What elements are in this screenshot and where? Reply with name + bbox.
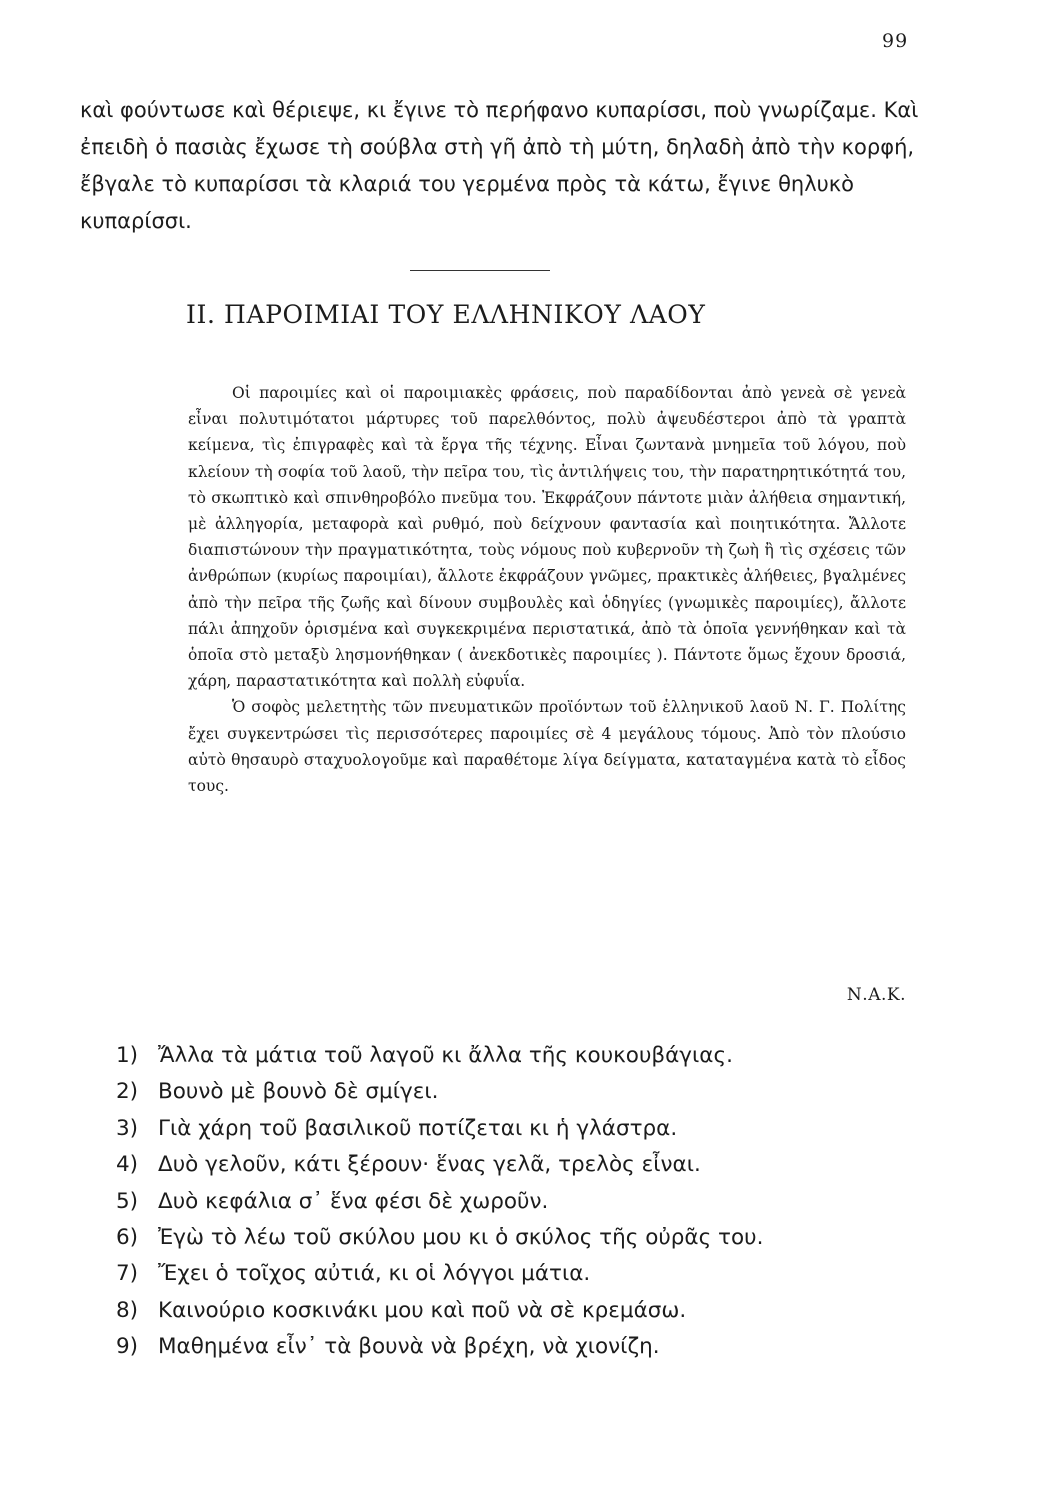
proverb-number: 7) (116, 1261, 139, 1287)
proverb-text: Ἄλλα τὰ μάτια τοῦ λαγοῦ κι ἄλλα τῆς κουκουβάγιας. (158, 1043, 733, 1068)
section-title: ΙΙ. ΠΑΡΟΙΜΙΑΙ ΤΟΥ ΕΛΛΗΝΙΚΟΥ ΛΑΟΥ (186, 300, 706, 329)
essay-paragraph-1: Οἱ παροιμίες καὶ οἱ παροιμιακὲς φράσεις, ποὺ παραδίδονται ἀπὸ γενεὰ σὲ γενεὰ εἶναι πολυτιμότατοι μάρτυρες τοῦ παρελθόντος, πολὺ ἀψευδέστεροι ἀπὸ τὰ γραπτὰ κείμενα, τὶς ἐπιγραφὲς καὶ τὰ ἔργα τῆς τέχνης. Εἶναι ζωντανὰ μνημεῖα τοῦ λόγου, ποὺ κλείουν τὴ σοφία τοῦ λαοῦ, τὴν πεῖρα του, τὶς ἀντιλήψεις του, τὴν παρατηρητικότητά του, τὸ σκωπτικὸ καὶ σπινθηροβόλο πνεῦμα του. Ἐκφράζουν πάντοτε μιὰν ἀλήθεια σημαντική, μὲ ἀλληγορία, μεταφορὰ καὶ ρυθμό, ποὺ δείχνουν φαντασία καὶ ποιητικότητα. Ἄλλοτε διαπιστώνουν τὴν πραγματικότητα, τοὺς νόμους ποὺ κυβερνοῦν τὴ ζωὴ ἢ τὶς σχέσεις τῶν ἀνθρώπων (κυρίως παροιμίαι), ἄλλοτε ἐκφράζουν γνῶμες, πρακτικὲς ἀλήθειες, βγαλμένες ἀπὸ τὴν πεῖρα τῆς ζωῆς καὶ δίνουν συμβουλὲς καὶ ὁδηγίες (γνωμικὲς παροιμίες), ἄλλοτε πάλι ἀπηχοῦν ὁρισμένα καὶ συγκεκριμένα περιστατικά, ἀπὸ τὰ ὁποῖα γεννήθηκαν καὶ τὰ ὁποῖα στὸ μεταξὺ λησμονήθηκαν ( ἀνεκδοτικὲς παροιμίες ). Πάντοτε ὅμως ἔχουν δροσιά, χάρη, παραστατικότητα καὶ πολλὴ εὐφυΐα. (188, 384, 906, 691)
proverb-item (116, 1220, 936, 1256)
proverb-number: 6) (116, 1225, 139, 1251)
proverb-item (116, 1111, 936, 1147)
proverb-text: Βουνὸ μὲ βουνὸ δὲ σμίγει. (158, 1079, 439, 1105)
proverb-item (116, 1329, 936, 1365)
proverb-number: 8) (116, 1297, 139, 1323)
section-divider (410, 270, 550, 271)
proverb-text: Γιὰ χάρη τοῦ βασιλικοῦ ποτίζεται κι ἡ γλάστρα. (158, 1115, 678, 1141)
proverb-number: 4) (116, 1152, 139, 1178)
proverb-text: Δυὸ γελοῦν, κάτι ξέρουν· ἕνας γελᾶ, τρελὸς εἶναι. (158, 1152, 701, 1178)
essay-body (188, 380, 906, 799)
proverb-text: Μαθημένα εἶν᾽ τὰ βουνὰ νὰ βρέχη, νὰ χιονίζη. (158, 1334, 660, 1360)
proverb-list (116, 1038, 936, 1366)
proverb-number: 2) (116, 1079, 139, 1105)
proverb-number: 1) (116, 1043, 139, 1068)
proverb-number: 5) (116, 1188, 139, 1214)
proverb-item (116, 1074, 936, 1110)
proverb-item (116, 1184, 936, 1220)
proverb-item (116, 1147, 936, 1183)
proverb-number: 9) (116, 1334, 139, 1360)
proverb-number: 3) (116, 1115, 139, 1141)
essay-paragraph-2: Ὁ σοφὸς μελετητὴς τῶν πνευματικῶν προϊόντων τοῦ ἑλληνικοῦ λαοῦ Ν. Γ. Πολίτης ἔχει συγκεντρώσει τὶς περισσότερες παροιμίες σὲ 4 μεγάλους τόμους. Ἀπὸ τὸν πλούσιο αὐτὸ θησαυρὸ σταχυολογοῦμε καὶ παραθέτομε λίγα δείγματα, καταταγμένα κατὰ τὸ εἶδος τους. (188, 698, 906, 796)
proverb-item (116, 1256, 936, 1292)
proverb-text: Ἐγὼ τὸ λέω τοῦ σκύλου μου κι ὁ σκύλος τῆς οὐρᾶς του. (158, 1225, 764, 1251)
intro-paragraph: καὶ φούντωσε καὶ θέριεψε, κι ἔγινε τὸ περήφανο κυπαρίσσι, ποὺ γνωρίζαμε. Καὶ ἐπειδὴ ὁ πασιὰς ἔχωσε τὴ σούβλα στὴ γῆ ἀπὸ τὴ μύτη, δηλαδὴ ἀπὸ τὴν κορφή, ἔβγαλε τὸ κυπαρίσσι τὰ κλαριά του γερμένα πρὸς τὰ κάτω, ἔγινε θηλυκὸ κυπαρίσσι. (80, 98, 919, 233)
proverb-item (116, 1038, 936, 1074)
author-signature: Ν.Α.Κ. (846, 985, 906, 1005)
proverb-text: Δυὸ κεφάλια σ᾽ ἕνα φέσι δὲ χωροῦν. (158, 1188, 549, 1214)
proverb-item (116, 1293, 936, 1329)
page-number: 99 (882, 30, 909, 52)
proverb-text: Ἔχει ὁ τοῖχος αὐτιά, κι οἱ λόγγοι μάτια. (158, 1261, 591, 1287)
proverb-text: Καινούριο κοσκινάκι μου καὶ ποῦ νὰ σὲ κρεμάσω. (158, 1297, 687, 1323)
